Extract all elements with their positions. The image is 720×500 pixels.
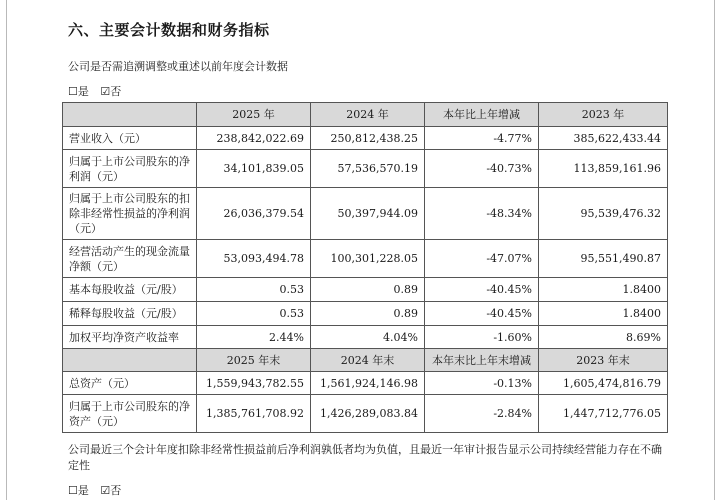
cell-value: 34,101,839.05 bbox=[197, 150, 311, 188]
cell-value: 26,036,379.54 bbox=[197, 188, 311, 240]
cell-value: 100,301,228.05 bbox=[311, 240, 425, 278]
cell-value: 1.8400 bbox=[539, 278, 668, 302]
row-label: 经营活动产生的现金流量净额（元） bbox=[63, 240, 197, 278]
header-cell: 2023 年末 bbox=[539, 349, 668, 372]
row-label: 归属于上市公司股东的净资产（元） bbox=[63, 395, 197, 433]
cell-value: 57,536,570.19 bbox=[311, 150, 425, 188]
table-header-row bbox=[63, 103, 668, 127]
retro-adjust-question: 公司是否需追溯调整或重述以前年度会计数据 bbox=[68, 60, 288, 73]
page-border-left bbox=[6, 0, 7, 500]
cell-value: 0.89 bbox=[311, 278, 425, 302]
row-label: 归属于上市公司股东的扣除非经常性损益的净利润（元） bbox=[63, 188, 197, 240]
option-no-checkbox: ☑否 bbox=[100, 85, 122, 98]
cell-value: -40.45% bbox=[425, 278, 539, 302]
header-cell bbox=[63, 103, 197, 127]
row-label: 加权平均净资产收益率 bbox=[63, 326, 197, 349]
going-concern-question: 公司最近三个会计年度扣除非经常性损益前后净利润孰低者均为负值，且最近一年审计报告显示公司持续经营能力存在不确定性 bbox=[68, 443, 662, 472]
header-cell: 2025 年末 bbox=[197, 349, 311, 372]
header-cell bbox=[63, 349, 197, 372]
cell-value: 0.53 bbox=[197, 302, 311, 326]
table-header-row bbox=[63, 349, 668, 372]
cell-value: 1,426,289,083.84 bbox=[311, 395, 425, 433]
cell-value: -0.13% bbox=[425, 372, 539, 395]
header-cell: 2023 年 bbox=[539, 103, 668, 127]
row-label: 营业收入（元） bbox=[63, 127, 197, 150]
cell-value: 238,842,022.69 bbox=[197, 127, 311, 150]
cell-value: 0.53 bbox=[197, 278, 311, 302]
cell-value: 50,397,944.09 bbox=[311, 188, 425, 240]
cell-value: 1,561,924,146.98 bbox=[311, 372, 425, 395]
cell-value: 95,551,490.87 bbox=[539, 240, 668, 278]
table-row bbox=[63, 150, 668, 188]
cell-value: -40.45% bbox=[425, 302, 539, 326]
table-row bbox=[63, 326, 668, 349]
section-heading: 六、主要会计数据和财务指标 bbox=[68, 21, 270, 39]
cell-value: -40.73% bbox=[425, 150, 539, 188]
row-label: 稀释每股收益（元/股） bbox=[63, 302, 197, 326]
cell-value: 385,622,433.44 bbox=[539, 127, 668, 150]
cell-value: 1,605,474,816.79 bbox=[539, 372, 668, 395]
row-label: 基本每股收益（元/股） bbox=[63, 278, 197, 302]
table-row bbox=[63, 278, 668, 302]
header-cell: 本年末比上年末增减 bbox=[425, 349, 539, 372]
table-row bbox=[63, 395, 668, 433]
cell-value: 1.8400 bbox=[539, 302, 668, 326]
cell-value: 1,559,943,782.55 bbox=[197, 372, 311, 395]
cell-value: 113,859,161.96 bbox=[539, 150, 668, 188]
cell-value: 250,812,438.25 bbox=[311, 127, 425, 150]
cell-value: -2.84% bbox=[425, 395, 539, 433]
option-no-checkbox: ☑否 bbox=[100, 484, 122, 497]
table-row bbox=[63, 372, 668, 395]
option-yes-checkbox: ☐是 bbox=[68, 85, 89, 98]
cell-value: -1.60% bbox=[425, 326, 539, 349]
header-cell: 本年比上年增减 bbox=[425, 103, 539, 127]
cell-value: 95,539,476.32 bbox=[539, 188, 668, 240]
financial-indicators-table bbox=[62, 102, 668, 433]
table-row bbox=[63, 240, 668, 278]
cell-value: -47.07% bbox=[425, 240, 539, 278]
going-concern-options bbox=[68, 482, 129, 498]
cell-value: 0.89 bbox=[311, 302, 425, 326]
table-row bbox=[63, 188, 668, 240]
cell-value: 8.69% bbox=[539, 326, 668, 349]
retro-adjust-options bbox=[68, 83, 129, 99]
cell-value: 53,093,494.78 bbox=[197, 240, 311, 278]
header-cell: 2024 年 bbox=[311, 103, 425, 127]
cell-value: 4.04% bbox=[311, 326, 425, 349]
cell-value: -48.34% bbox=[425, 188, 539, 240]
cell-value: 2.44% bbox=[197, 326, 311, 349]
header-cell: 2025 年 bbox=[197, 103, 311, 127]
table-row bbox=[63, 127, 668, 150]
row-label: 总资产（元） bbox=[63, 372, 197, 395]
option-yes-checkbox: ☐是 bbox=[68, 484, 89, 497]
row-label: 归属于上市公司股东的净利润（元） bbox=[63, 150, 197, 188]
cell-value: -4.77% bbox=[425, 127, 539, 150]
page-border-right bbox=[714, 0, 715, 500]
cell-value: 1,385,761,708.92 bbox=[197, 395, 311, 433]
cell-value: 1,447,712,776.05 bbox=[539, 395, 668, 433]
header-cell: 2024 年末 bbox=[311, 349, 425, 372]
table-row bbox=[63, 302, 668, 326]
